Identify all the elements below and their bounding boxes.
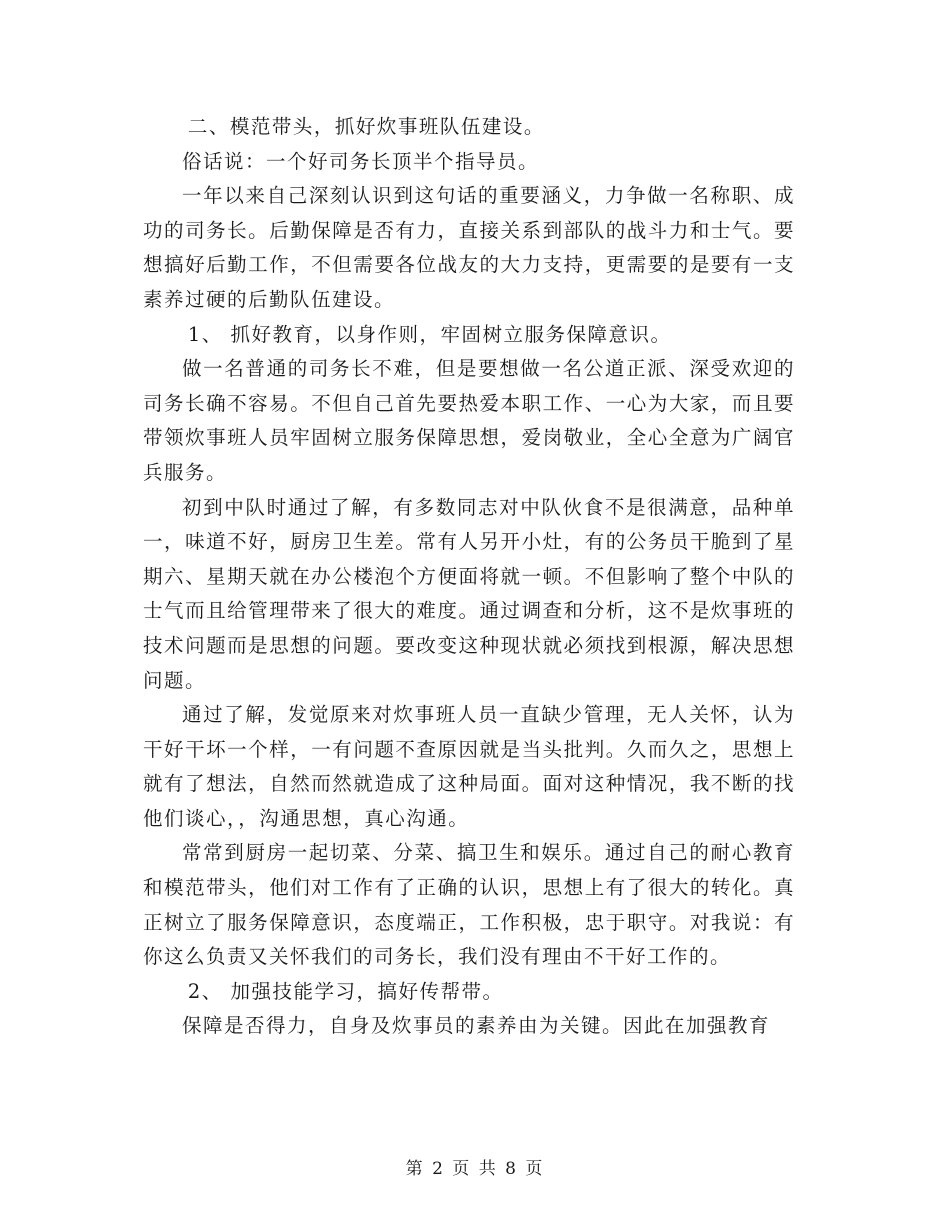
paragraph: 初到中队时通过了解，有多数同志对中队伙食不是很满意，品种单一，味道不好，厨房卫生差。常有人另开小灶，有的公务员干脆到了星期六、星期天就在办公楼泡个方便面将就一顿。不但影响了整个中队的士气而且给管理带来了很大的难度。通过调查和分析，这不是炊事班的技术问题而是思想的问题。要改变这种现状就必须找到根源，解决思想问题。	[143, 495, 795, 692]
document-body	[143, 110, 795, 1044]
paragraph: 保障是否得力，自身及炊事员的素养由为关键。因此在加强教育	[182, 1014, 771, 1038]
section-heading: 二、模范带头，抓好炊事班队伍建设。	[187, 115, 545, 138]
page-footer: 第 2 页 共 8 页	[405, 1159, 545, 1179]
paragraph: 做一名普通的司务长不难，但是要想做一名公道正派、深受欢迎的司务长确不容易。不但自己首先要热爱本职工作、一心为大家，而且要带领炊事班人员牢固树立服务保障思想，爱岗敬业，全心全意为广阔官兵服务。	[143, 357, 795, 484]
subsection-heading: 1、 抓好教育，以身作则，牢固树立服务保障意识。	[187, 322, 672, 346]
paragraph: 一年以来自己深刻认识到这句话的重要涵义，力争做一名称职、成功的司务长。后勤保障是否有力，直接关系到部队的战斗力和士气。要想搞好后勤工作，不但需要各位战友的大力支持，更需要的是要有一支素养过硬的后勤队伍建设。	[143, 184, 795, 311]
subsection-heading: 2、 加强技能学习，搞好传帮带。	[187, 979, 504, 1003]
paragraph: 俗话说：一个好司务长顶半个指导员。	[182, 149, 540, 173]
paragraph: 通过了解，发觉原来对炊事班人员一直缺少管理，无人关怀，认为干好干坏一个样，一有问题不查原因就是当头批判。久而久之，思想上就有了想法，自然而然就造成了这种局面。面对这种情况，我不断的找他们谈心，，沟通思想，真心沟通。	[143, 703, 795, 830]
paragraph: 常常到厨房一起切菜、分菜、搞卫生和娱乐。通过自己的耐心教育和模范带头，他们对工作有了正确的认识，思想上有了很大的转化。真正树立了服务保障意识，态度端正，工作积极，忠于职守。对我说：有你这么负责又关怀我们的司务长，我们没有理由不干好工作的。	[143, 841, 795, 969]
